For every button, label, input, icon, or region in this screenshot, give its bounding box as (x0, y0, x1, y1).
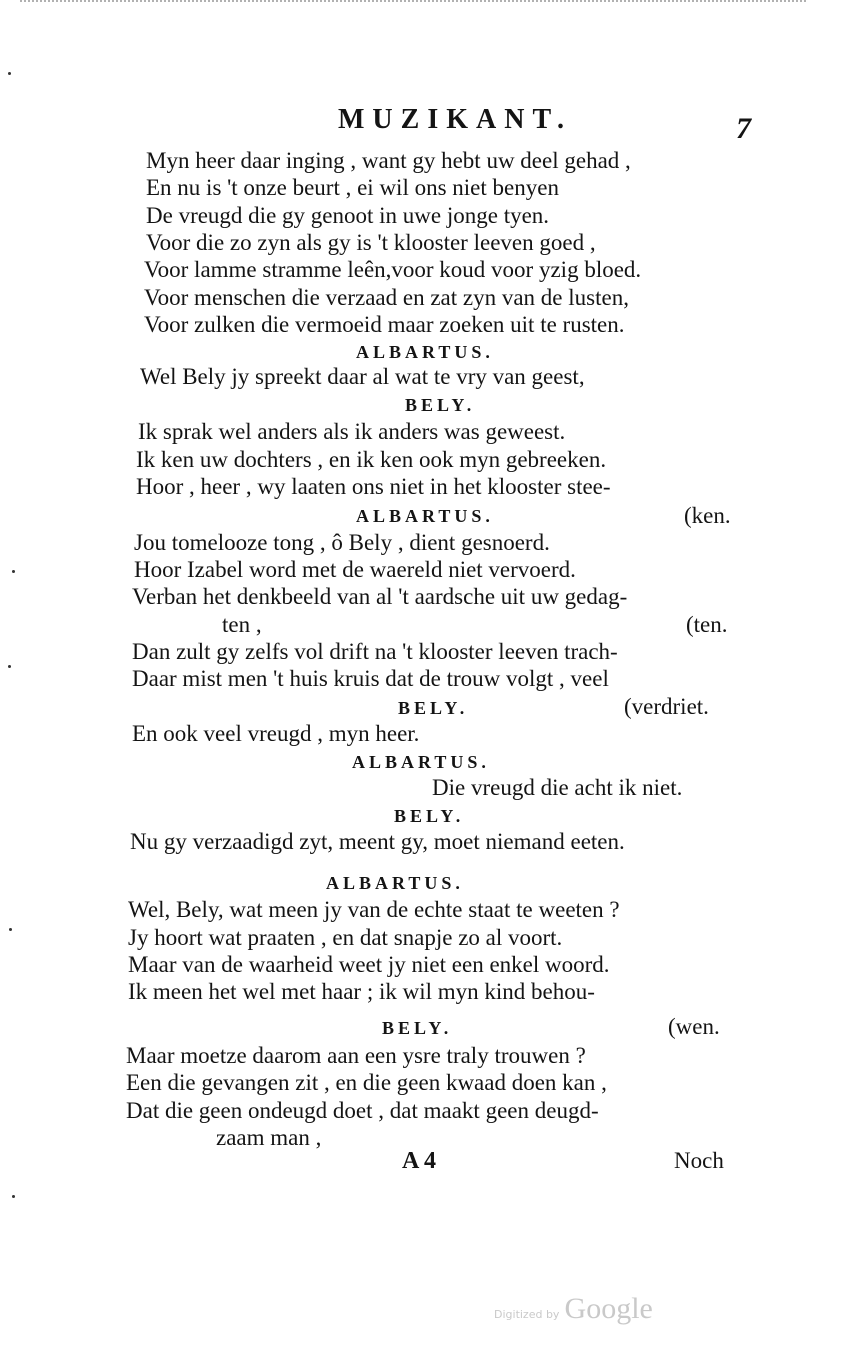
verse-line: Jy hoort wat praaten , en dat snapje zo al voort. (128, 925, 563, 950)
page-number: 7 (736, 112, 751, 145)
watermark-logo-text: Google (564, 1292, 653, 1325)
verse-line: Een die gevangen zit , en die geen kwaad doen kan , (126, 1070, 607, 1095)
speaker-name: ALBARTUS. (356, 506, 494, 526)
speaker-name: BELY. (382, 1018, 453, 1038)
verse-line: Ik meen het wel met haar ; ik wil myn kind behou- (128, 979, 595, 1004)
verse-line: En nu is 't onze beurt , ei wil ons niet benyen (146, 175, 559, 200)
verse-line: Voor lamme stramme leên,voor koud voor yzig bloed. (144, 257, 642, 282)
verse-line: Daar mist men 't huis kruis dat de trouw volgt , veel (132, 666, 609, 691)
verse-line: Dat die geen ondeugd doet , dat maakt geen deugd- (126, 1098, 599, 1123)
speaker-name: ALBARTUS. (352, 752, 490, 772)
turnover-word: (verdriet. (624, 694, 709, 719)
speaker-name: ALBARTUS. (326, 873, 464, 893)
verse-line: Nu gy verzaadigd zyt, meent gy, moet niemand eeten. (130, 829, 625, 854)
margin-speck (8, 665, 11, 668)
turnover-word: (ten. (686, 612, 728, 637)
turnover-word: (wen. (668, 1014, 720, 1039)
speaker-name: ALBARTUS. (356, 342, 494, 362)
speaker-name: BELY. (398, 698, 469, 718)
digitization-watermark (494, 1292, 653, 1326)
verse-line: Voor die zo zyn als gy is 't klooster leeven goed , (146, 230, 596, 255)
verse-line: Maar moetze daarom aan een ysre traly trouwen ? (126, 1043, 586, 1068)
verse-line: Voor menschen die verzaad en zat zyn van de lusten, (144, 285, 629, 310)
top-edge (20, 0, 806, 5)
verse-line: Dan zult gy zelfs vol drift na 't klooster leeven trach- (132, 639, 618, 664)
verse-line: Jou tomelooze tong , ô Bely , dient gesnoerd. (134, 530, 550, 555)
verse-line: Myn heer daar inging , want gy hebt uw deel gehad , (146, 148, 631, 173)
verse-line: Maar van de waarheid weet jy niet een enkel woord. (128, 952, 610, 977)
speaker-name: BELY. (394, 806, 465, 826)
verse-line: ten , (222, 612, 262, 637)
margin-speck (12, 570, 15, 573)
watermark-small-text: Digitized by (494, 1308, 560, 1321)
verse-line: Verban het denkbeeld van al 't aardsche uit uw gedag- (132, 584, 628, 609)
margin-speck (8, 72, 11, 75)
signature-mark: A 4 (402, 1148, 437, 1174)
verse-line: zaam man , (216, 1125, 322, 1150)
verse-line: Die vreugd die acht ik niet. (432, 775, 683, 800)
margin-speck (9, 928, 12, 931)
verse-line: Hoor Izabel word met de waereld niet vervoerd. (134, 557, 576, 582)
catchword: Noch (674, 1148, 724, 1173)
running-head: MUZIKANT. (338, 104, 573, 135)
margin-speck (12, 1195, 15, 1198)
verse-line: De vreugd die gy genoot in uwe jonge tyen. (146, 203, 550, 228)
verse-line: Hoor , heer , wy laaten ons niet in het klooster stee- (136, 474, 611, 499)
turnover-word: (ken. (684, 503, 731, 528)
verse-line: En ook veel vreugd , myn heer. (132, 721, 420, 746)
verse-line: Voor zulken die vermoeid maar zoeken uit te rusten. (144, 312, 625, 337)
verse-line: Wel, Bely, wat meen jy van de echte staat te weeten ? (128, 897, 620, 922)
speaker-name: BELY. (405, 395, 476, 415)
verse-line: Wel Bely jy spreekt daar al wat te vry van geest, (140, 364, 585, 389)
verse-line: Ik ken uw dochters , en ik ken ook myn gebreeken. (136, 447, 607, 472)
verse-line: Ik sprak wel anders als ik anders was geweest. (138, 419, 566, 444)
